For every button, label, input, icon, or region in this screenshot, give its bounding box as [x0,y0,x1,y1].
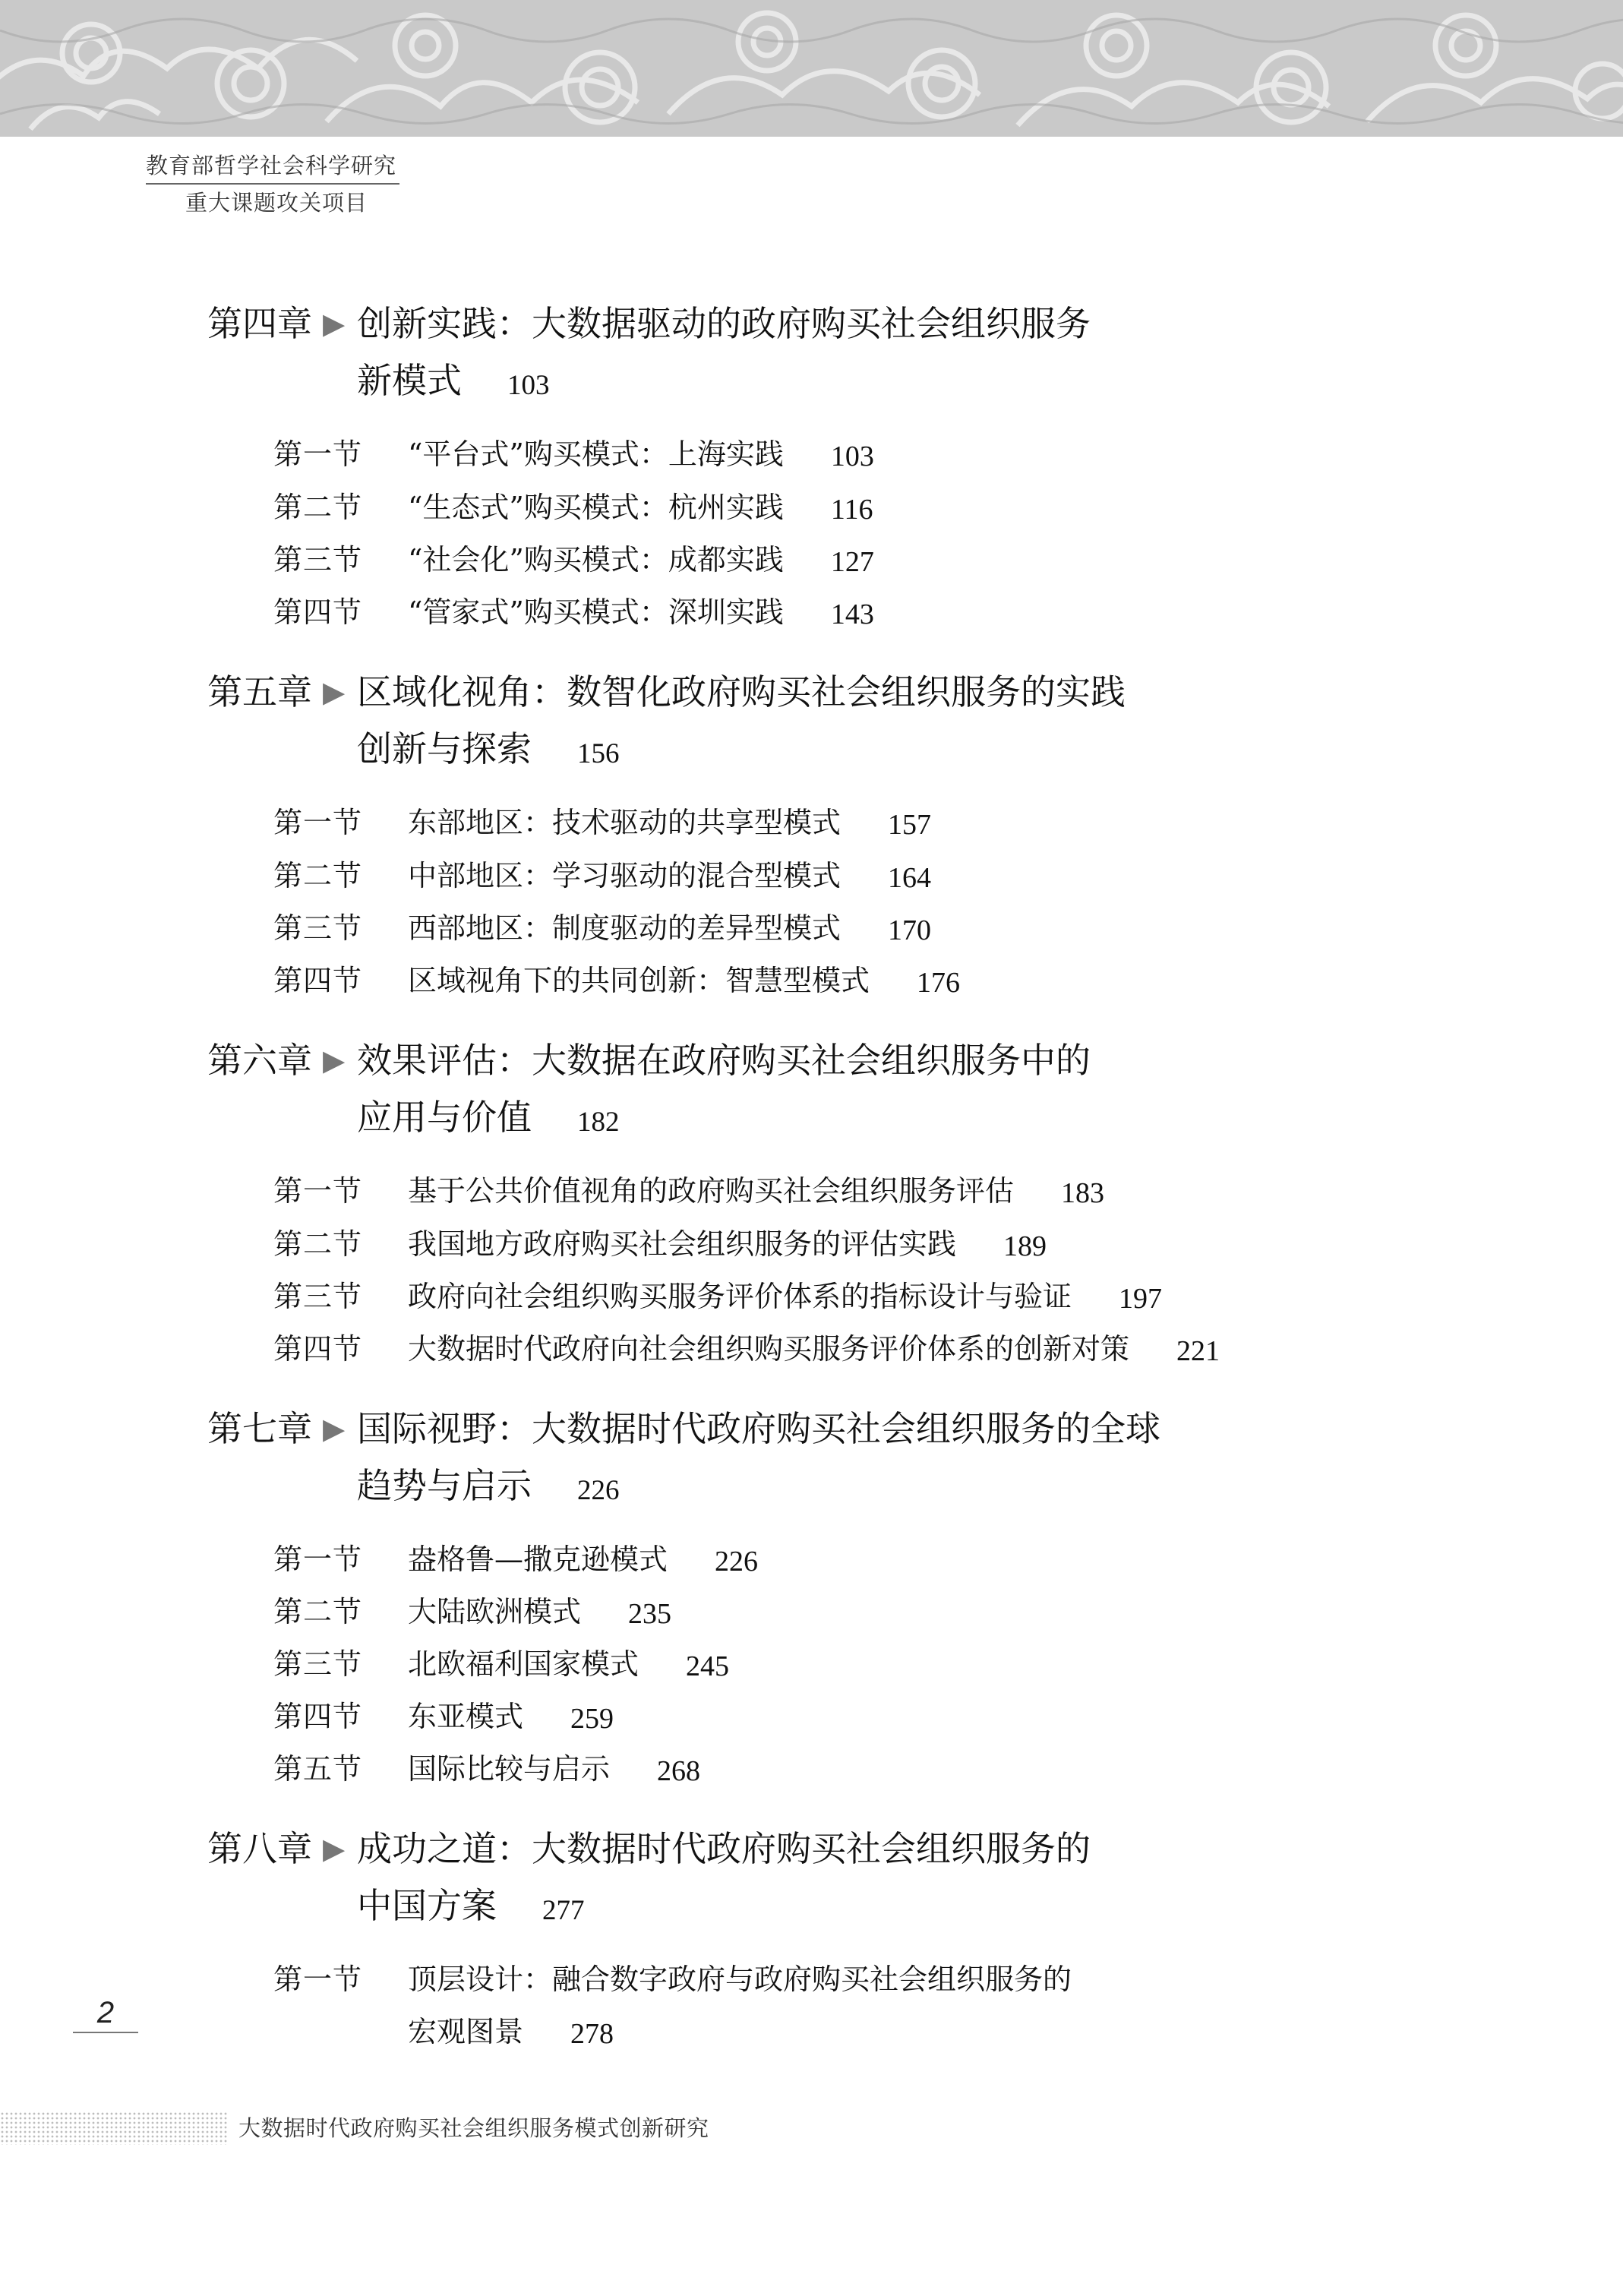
series-title-line1: 教育部哲学社会科学研究 [146,149,399,185]
section-title: 东部地区：技术驱动的共享型模式 [408,806,841,839]
chapter-page-number: 226 [577,1475,620,1506]
section-page-number: 226 [715,1546,759,1578]
toc-section[interactable] [273,852,931,895]
section-title: 大陆欧洲模式 [408,1595,582,1628]
play-triangle-icon: ▶ [323,1412,346,1445]
section-label: 第四节 [273,1332,363,1366]
section-label: 第三节 [273,911,363,945]
toc-section[interactable] [273,1693,614,1735]
chapter-title-cont: 中国方案 [357,1885,497,1926]
toc-section[interactable] [273,957,960,1000]
play-triangle-icon: ▶ [323,1832,346,1865]
toc-chapter-7-continued[interactable] [357,1458,620,1508]
toc-chapter-6[interactable] [207,1033,1091,1083]
toc-section[interactable] [273,589,874,631]
toc-chapter-5[interactable] [207,665,1126,715]
section-title: 大数据时代政府向社会组织购买服务评价体系的创新对策 [408,1332,1130,1366]
chapter-title: 效果评估：大数据在政府购买社会组织服务中的 [357,1040,1091,1081]
toc-section[interactable] [273,484,873,526]
section-title: 北欧福利国家模式 [408,1647,639,1681]
section-label: 第一节 [273,806,363,839]
toc-section[interactable] [273,1273,1162,1315]
section-label: 第三节 [273,543,363,576]
chapter-page-number: 103 [507,370,550,401]
chapter-title: 成功之道：大数据时代政府购买社会组织服务的 [357,1828,1091,1869]
section-page-number: 116 [830,494,873,526]
toc-chapter-5-continued[interactable] [357,722,620,772]
section-title: “生态式”购买模式：杭州实践 [408,491,784,524]
section-title: 盎格鲁—撒克逊模式 [408,1543,668,1576]
section-title: 顶层设计：融合数字政府与政府购买社会组织服务的 [408,1963,1072,1996]
toc-chapter-4-continued[interactable] [357,353,550,403]
toc-section[interactable] [273,1221,1047,1263]
toc-chapter-8[interactable] [207,1821,1091,1871]
toc-section[interactable] [273,1641,729,1683]
section-title: “管家式”购买模式：深圳实践 [408,595,784,629]
section-label: 第三节 [273,1280,363,1313]
toc-chapter-7[interactable] [207,1401,1160,1451]
section-page-number: 189 [1003,1230,1047,1262]
chapter-page-number: 156 [577,738,620,769]
section-label: 第二节 [273,1595,363,1628]
chapter-title-cont: 应用与价值 [357,1097,532,1138]
toc-section[interactable] [273,1325,1220,1368]
section-label: 第五节 [273,1752,363,1786]
section-page-number: 278 [570,2018,614,2050]
toc-section-continued[interactable] [408,2008,614,2051]
section-label: 第一节 [273,1963,363,1996]
section-label: 第四节 [273,1700,363,1733]
section-page-number: 164 [888,862,932,894]
chapter-title-cont: 创新与探索 [357,728,532,769]
play-triangle-icon: ▶ [323,675,346,709]
section-page-number: 143 [830,598,874,630]
section-label: 第一节 [273,437,363,471]
section-title: 中部地区：学习驱动的混合型模式 [408,859,841,892]
section-title: 西部地区：制度驱动的差异型模式 [408,911,841,945]
toc-section[interactable] [273,799,931,842]
section-title: 区域视角下的共同创新：智慧型模式 [408,964,870,997]
toc-section[interactable] [273,1745,700,1788]
section-page-number: 197 [1119,1283,1163,1315]
section-title-cont: 宏观图景 [408,2015,524,2048]
play-triangle-icon: ▶ [323,1044,346,1077]
section-page-number: 127 [830,546,874,578]
toc-section[interactable] [273,1536,758,1578]
section-label: 第二节 [273,491,363,524]
chapter-label: 第四章 [207,303,312,344]
chapter-title: 国际视野：大数据时代政府购买社会组织服务的全球 [357,1408,1160,1449]
page-number: 2 [73,1996,138,2033]
chapter-page-number: 182 [577,1107,620,1138]
section-label: 第三节 [273,1647,363,1681]
chapter-title-cont: 趋势与启示 [357,1465,532,1506]
section-page-number: 183 [1061,1177,1105,1209]
section-page-number: 170 [888,914,932,946]
section-page-number: 235 [628,1598,672,1630]
toc-section[interactable] [273,536,874,579]
dot-pattern-decoration [0,2111,228,2145]
section-title: 东亚模式 [408,1700,524,1733]
section-title: 基于公共价值视角的政府购买社会组织服务评估 [408,1174,1015,1208]
chapter-title: 区域化视角：数智化政府购买社会组织服务的实践 [357,671,1126,712]
section-label: 第四节 [273,964,363,997]
toc-section[interactable] [273,905,931,947]
section-label: 第二节 [273,859,363,892]
chapter-title: 创新实践：大数据驱动的政府购买社会组织服务 [357,303,1091,344]
toc-chapter-8-continued[interactable] [357,1878,585,1928]
toc-section[interactable] [273,1588,671,1631]
section-title: 国际比较与启示 [408,1752,611,1786]
chapter-title-cont: 新模式 [357,360,462,401]
section-title: “社会化”购买模式：成都实践 [408,543,784,576]
toc-chapter-4[interactable] [207,296,1091,346]
toc-section[interactable] [273,1956,1072,1998]
section-page-number: 176 [917,967,961,999]
section-label: 第一节 [273,1543,363,1576]
section-page-number: 245 [686,1650,730,1682]
section-label: 第四节 [273,595,363,629]
chapter-label: 第五章 [207,671,312,712]
section-page-number: 268 [657,1755,701,1787]
section-page-number: 259 [570,1703,614,1735]
book-title: 大数据时代政府购买社会组织服务模式创新研究 [238,2115,709,2141]
toc-section[interactable] [273,1167,1104,1210]
section-label: 第一节 [273,1174,363,1208]
section-title: “平台式”购买模式：上海实践 [408,437,784,471]
section-page-number: 157 [888,809,932,841]
section-page-number: 103 [830,441,874,472]
chapter-page-number: 277 [542,1895,585,1926]
section-title: 政府向社会组织购买服务评价体系的指标设计与验证 [408,1280,1072,1313]
section-title: 我国地方政府购买社会组织服务的评估实践 [408,1227,957,1261]
play-triangle-icon: ▶ [323,307,346,340]
chapter-label: 第六章 [207,1040,312,1081]
chapter-label: 第八章 [207,1828,312,1869]
section-page-number: 221 [1176,1335,1220,1367]
chapter-label: 第七章 [207,1408,312,1449]
toc-chapter-6-continued[interactable] [357,1090,620,1140]
section-label: 第二节 [273,1227,363,1261]
toc-section[interactable] [273,431,874,473]
series-title-line2: 重大课题攻关项目 [185,190,368,216]
